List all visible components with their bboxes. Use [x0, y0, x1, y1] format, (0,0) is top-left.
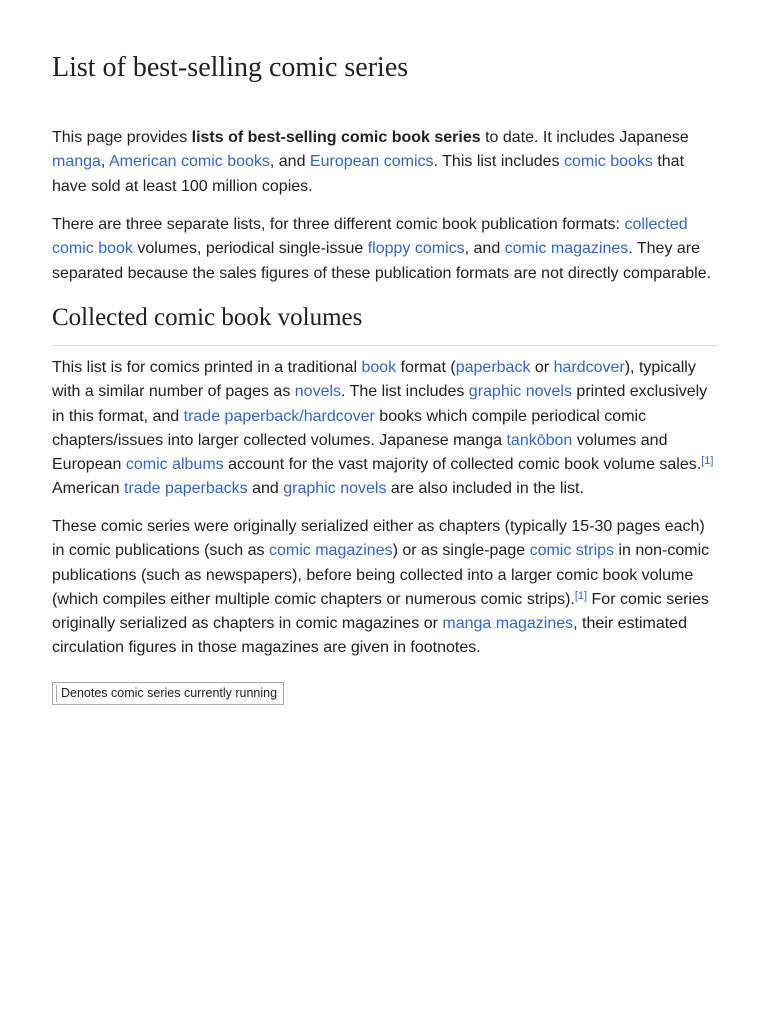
link-manga-magazines[interactable]: manga magazines	[442, 615, 574, 633]
legend-box	[52, 682, 284, 705]
reference-1[interactable]	[701, 455, 713, 467]
link-paperback[interactable]: paperback	[455, 359, 531, 376]
reference-1b[interactable]	[575, 590, 587, 602]
bold-term: lists of best-selling comic book series	[191, 129, 481, 146]
link-american-comic-books[interactable]: American comic books	[108, 153, 270, 171]
section-paragraph-1: This list is for comics printed in a traditional book format (paperback or hardcover), typically with a similar number of pages as novels. The list includes graphic novels printed exclusively in this format, and trade paperback/hardcover books which compile periodical comic chapters/issues into larger collected volumes. Japanese manga tankōbon volumes and European comic albums account for the vast majority of collected comic book volume sales.[1] American trade paperbacks and graphic novels are also included in the list.	[52, 359, 714, 498]
intro-paragraph-2: There are three separate lists, for three different comic book publication formats: collected comic book volumes, periodical single-issue floppy comics, and comic magazines. They are separated because the sales figures of these publication formats are not directly comparable.	[52, 216, 712, 282]
link-comic-strips[interactable]: comic strips	[529, 542, 615, 560]
legend-label: Denotes comic series currently running	[56, 685, 281, 702]
section-paragraph-2: These comic series were originally serialized either as chapters (typically 15-30 pages each) in comic publications (such as comic magazines) or as single-page comic strips in non-comic publications (such as newspapers), before being collected into a larger comic book volume (which compiles either multiple comic chapters or numerous comic strips).[1] For comic series originally serialized as chapters in comic magazines or manga magazines, their estimated circulation figures in those magazines are given in footnotes.	[52, 518, 710, 657]
page-title: List of best-selling comic series	[52, 52, 409, 83]
link-manga[interactable]: manga	[52, 153, 101, 171]
link-collected-comic-book[interactable]: collected comic book	[52, 216, 688, 258]
link-comic-magazines-2[interactable]: comic magazines	[268, 542, 393, 560]
link-trade-paperbacks[interactable]: trade paperbacks	[124, 480, 248, 498]
link-floppy-comics[interactable]: floppy comics	[367, 240, 465, 258]
link-book[interactable]: book	[361, 359, 397, 376]
link-comic-books[interactable]: comic books	[563, 153, 653, 171]
link-comic-albums[interactable]: comic albums	[125, 456, 224, 474]
link-graphic-novels-2[interactable]: graphic novels	[283, 480, 387, 498]
link-trade-paperback-hardcover[interactable]: trade paperback/hardcover	[183, 407, 375, 425]
link-hardcover[interactable]: hardcover	[553, 359, 625, 376]
intro-paragraph-1: This page provides lists of best-selling comic book series to date. It includes Japanese manga, American comic books, and European comics. This list includes comic books that have sold at least 100 million copies.	[52, 129, 689, 195]
link-comic-magazines[interactable]: comic magazines	[504, 240, 629, 258]
link-european-comics[interactable]: European comics	[309, 153, 434, 171]
link-graphic-novels[interactable]: graphic novels	[468, 383, 572, 401]
reference-link[interactable]: [1]	[701, 455, 714, 468]
section-heading: Collected comic book volumes	[52, 303, 718, 346]
link-tankobon[interactable]: tankōbon	[506, 431, 573, 449]
reference-link[interactable]: [1]	[574, 589, 588, 602]
link-novels[interactable]: novels	[294, 383, 342, 401]
